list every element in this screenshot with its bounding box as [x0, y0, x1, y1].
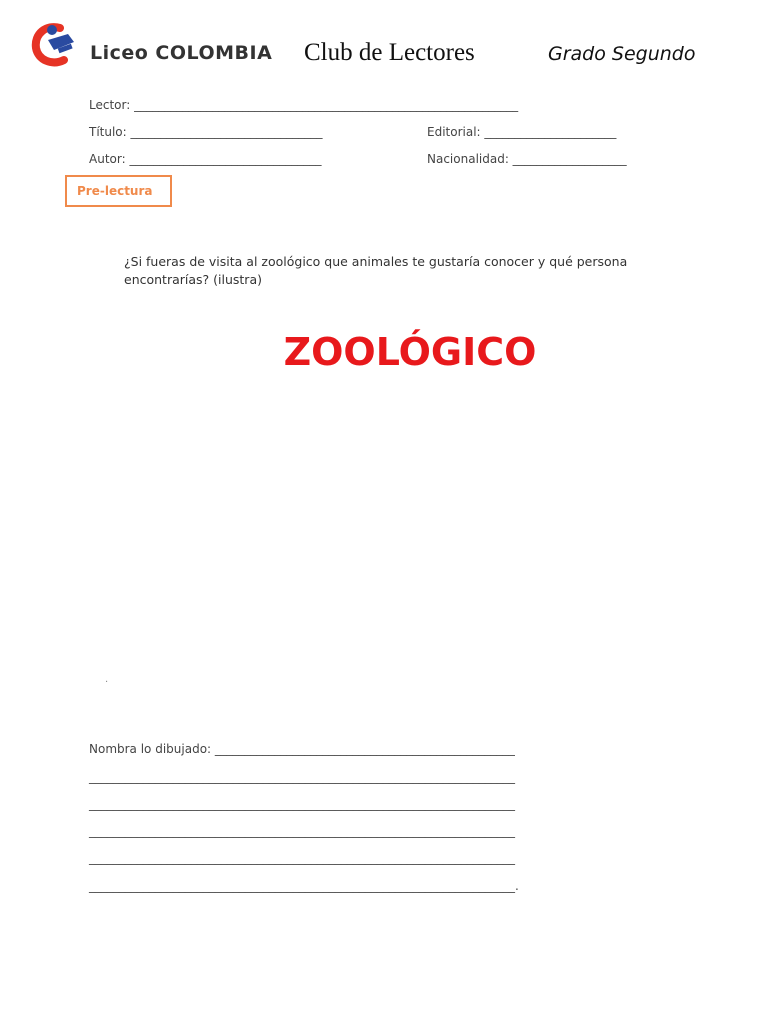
lector-field[interactable]: Lector: ________________________________________________________________	[89, 98, 519, 112]
stray-dot: .	[105, 674, 109, 685]
question-line-1: ¿Si fueras de visita al zoológico que animales te gustaría conocer y qué persona	[124, 254, 628, 269]
answer-line[interactable]: _______________________________________________________________________	[89, 851, 515, 865]
page-title: Club de Lectores	[304, 39, 475, 66]
editorial-field[interactable]: Editorial: ______________________	[427, 125, 617, 139]
drawing-area[interactable]	[89, 390, 684, 670]
nacionalidad-field[interactable]: Nacionalidad: ___________________	[427, 152, 627, 166]
question-line-2: encontrarías? (ilustra)	[124, 272, 262, 287]
answer-line[interactable]: _______________________________________________________________________	[89, 797, 515, 811]
answer-prompt-field[interactable]: Nombra lo dibujado: __________________________________________________	[89, 742, 515, 756]
answer-line[interactable]: _______________________________________________________________________	[89, 770, 515, 784]
school-logo-text: Liceo COLOMBIA	[90, 42, 273, 64]
answer-line[interactable]: _______________________________________________________________________.	[89, 879, 519, 893]
answer-line[interactable]: _______________________________________________________________________	[89, 824, 515, 838]
zoo-heading: ZOOLÓGICO	[283, 330, 537, 374]
titulo-field[interactable]: Título: ________________________________	[89, 125, 323, 139]
section-label-prelectura: Pre-lectura	[65, 175, 172, 207]
school-logo-icon	[30, 22, 80, 68]
autor-field[interactable]: Autor: ________________________________	[89, 152, 322, 166]
grade-label: Grado Segundo	[548, 43, 696, 65]
